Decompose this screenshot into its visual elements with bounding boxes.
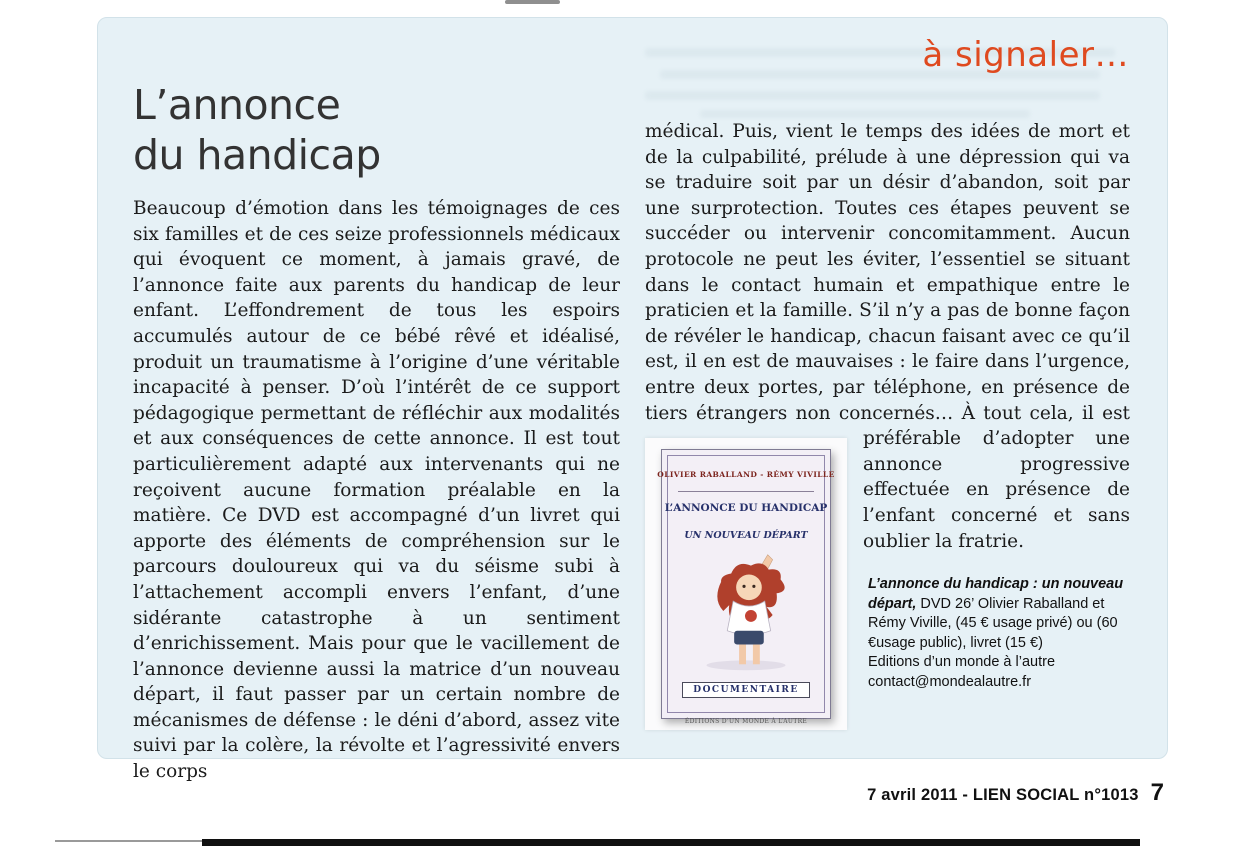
scan-artifact-showthrough	[700, 110, 1030, 118]
section-label: à signaler…	[922, 35, 1129, 75]
dvd-publisher: ÉDITIONS D’UN MONDE À L’AUTRE	[684, 717, 808, 725]
scan-artifact-bottom-bar	[202, 839, 1140, 846]
dvd-caption-credits: DVD 26’ Olivier Raballand et Rémy Viville, (45 € usage privé) ou (60 €usage public), livret (15 €)	[868, 595, 1118, 651]
dvd-caption-publisher: Editions d’un monde à l’autre	[868, 654, 1056, 670]
scan-artifact-showthrough	[645, 91, 1100, 100]
dvd-title: L’ANNONCE DU HANDICAP	[664, 501, 828, 514]
dvd-caption-contact: contact@mondealautre.fr	[868, 673, 1032, 690]
article-title-line1: L’annonce	[133, 81, 341, 129]
dvd-cover-photo	[645, 438, 847, 730]
right-column-text-beside-image: cela, il est préférable d’adopter une annonce progressive effectuée en présence de l’enfant concerné et sans oublier la fratrie.	[863, 402, 1130, 552]
scan-artifact-bottom-line	[55, 840, 203, 842]
article-left-column: Beaucoup d’émotion dans les témoignages de ces six familles et de ces seize professionnels médicaux qui évoquent ce moment, à jamais gravé, de l’annonce faite aux parents du handicap de leur enfant. L’effondrement de tous les espoirs accumulés autour de ce bébé rêvé et idéalisé, produit un traumatisme à l’origine d’une véritable incapacité à penser. D’où l’intérêt de ce support pédagogique permettant de réfléchir aux modalités et aux conséquences de cette annonce. Il est tout particulièrement adapté aux intervenants qui ne reçoivent aucune formation préalable en la matière. Ce DVD est accompagné d’un livret qui apporte des éléments de compréhension sur le parcours douloureux qui va du séisme subi à l’attachement accompli envers l’enfant, d’une sidérante catastrophe à un sentiment d’enrichissement. Mais pour que le vacillement de l’annonce devienne aussi la matrice d’un nouveau départ, il faut passer par un certain nombre de mécanismes de défense : le déni d’abord, assez vite suivi par la colère, la révolte et l’agressivité envers le corps	[133, 198, 620, 783]
page-footer	[867, 779, 1164, 807]
dvd-authors: OLIVIER RABALLAND - RÉMY VIVILLE	[657, 470, 835, 480]
dvd-caption	[868, 575, 1136, 692]
dvd-genre-box	[682, 674, 809, 704]
scan-artifact-top	[505, 0, 560, 4]
dvd-caption-title: L’annonce du handicap : un nouveau départ,	[868, 576, 1124, 612]
article-title	[133, 80, 381, 180]
right-column-text-before-image: médical. Puis, vient le temps des idées de mort et de la culpabilité, prélude à une dépression qui va se traduire soit par un désir d’abandon, soit par une surprotection. Toutes ces étapes peuvent se succéder ou intervenir concomitamment. Aucun protocole ne peut les éviter, l’essentiel se situant dans le contact humain et empathique entre le praticien et la famille. S’il n’y a pas de bonne façon de révéler le handicap, chacun faisant avec ce qu’il est, il en est de mauvaises : le faire dans l’urgence, entre deux portes, par téléphone, en présence de tiers étrangers non concernés… À tout	[645, 121, 1130, 424]
footer-issue-info: 7 avril 2011 - LIEN SOCIAL n°1013	[867, 786, 1139, 804]
footer-page-number: 7	[1150, 779, 1164, 806]
dvd-genre-label: DOCUMENTAIRE	[682, 682, 809, 698]
dvd-rule	[678, 491, 814, 492]
dvd-subtitle: UN NOUVEAU DÉPART	[684, 530, 808, 542]
dvd-cover	[657, 449, 835, 725]
girl-illustration	[672, 549, 820, 674]
dvd-cover-frame	[657, 455, 835, 725]
article-title-line2: du handicap	[133, 131, 381, 179]
